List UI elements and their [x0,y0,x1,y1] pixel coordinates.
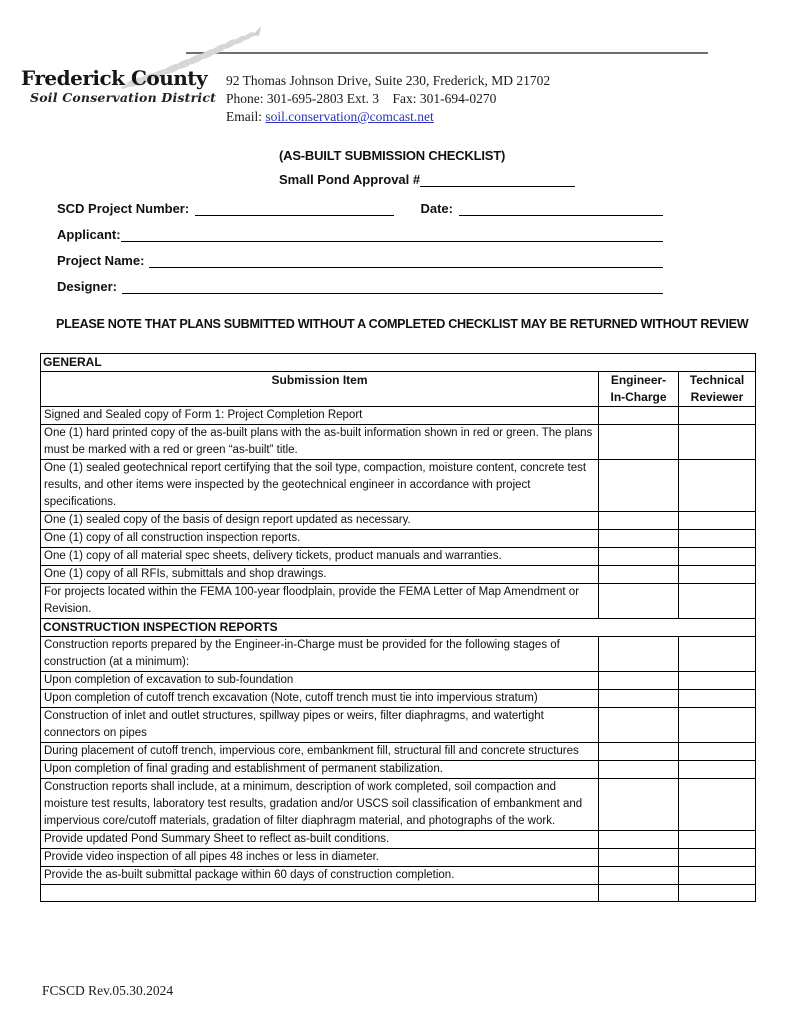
reviewer-check-cell [679,460,756,512]
table-row [41,708,756,743]
date-label: Date: [420,201,453,216]
submission-item-text: Signed and Sealed copy of Form 1: Project Completion Report [41,407,599,425]
column-header: Submission Item [41,372,599,407]
field-row-project-number-date [57,201,663,216]
designer-blank [122,279,663,294]
contact-phone-fax: Phone: 301-695-2803 Ext. 3 Fax: 301-694-0270 [226,91,497,106]
submission-item-text: Provide the as-built submittal package within 60 days of construction completion. [41,867,599,885]
table-row [41,566,756,584]
email-label: Email: [226,109,266,124]
reviewer-check-cell [679,672,756,690]
engineer-check-cell [599,407,679,425]
submission-item-text: One (1) copy of all RFIs, submittals and shop drawings. [41,566,599,584]
reviewer-check-cell [679,584,756,619]
reviewer-check-cell [679,530,756,548]
project-name-blank [149,253,663,268]
applicant-blank [121,227,663,242]
table-header-row [41,372,756,407]
field-row-applicant [57,227,663,242]
checklist-table-wrap [40,353,755,902]
submission-item-text: One (1) sealed copy of the basis of design report updated as necessary. [41,512,599,530]
engineer-check-cell [599,690,679,708]
approval-number-row [279,172,575,187]
applicant-label: Applicant: [57,227,121,242]
engineer-check-cell [599,460,679,512]
engineer-check-cell [599,867,679,885]
submission-item-text: Construction reports shall include, at a minimum, description of work completed, soil compaction and moisture test results, laboratory test results, gradation and/or USCS soil classification of embankment and impervious core/cutoff materials, gradation of filter diaphragm material, and photographs of the work. [41,779,599,831]
submission-item-text: Provide video inspection of all pipes 48 inches or less in diameter. [41,849,599,867]
reviewer-check-cell [679,690,756,708]
reviewer-check-cell [679,779,756,831]
email-link[interactable]: soil.conservation@comcast.net [265,109,434,124]
reviewer-check-cell [679,425,756,460]
submission-item-text: One (1) hard printed copy of the as-built plans with the as-built information shown in red or green. The plans must be marked with a red or green “as-built” title. [41,425,599,460]
field-row-project-name [57,253,663,268]
engineer-check-cell [599,566,679,584]
engineer-check-cell [599,672,679,690]
table-row [41,584,756,619]
submission-item-text: One (1) copy of all material spec sheets, delivery tickets, product manuals and warranties. [41,548,599,566]
submission-item-text: One (1) sealed geotechnical report certifying that the soil type, compaction, moisture content, concrete test results, and other items were inspected by the geotechnical engineer in accordance with project specifications. [41,460,599,512]
section-row [41,619,756,637]
engineer-check-cell [599,637,679,672]
contact-block [226,72,646,126]
reviewer-check-cell [679,512,756,530]
section-title: CONSTRUCTION INSPECTION REPORTS [41,619,756,637]
table-row [41,779,756,831]
checklist-table [40,353,756,902]
reviewer-check-cell [679,566,756,584]
engineer-check-cell [599,885,679,902]
table-row [41,407,756,425]
engineer-check-cell [599,512,679,530]
reviewer-check-cell [679,885,756,902]
table-row [41,849,756,867]
section-row [41,354,756,372]
submission-item-text: Upon completion of final grading and establishment of permanent stabilization. [41,761,599,779]
engineer-check-cell [599,548,679,566]
scd-project-number-label: SCD Project Number: [57,201,190,216]
table-row [41,867,756,885]
engineer-check-cell [599,761,679,779]
project-name-label: Project Name: [57,253,145,268]
submission-item-text: Construction reports prepared by the Engineer-in-Charge must be provided for the following stages of construction (at a minimum): [41,637,599,672]
submission-item-text: Construction of inlet and outlet structures, spillway pipes or weirs, filter diaphragms, and watertight connectors on pipes [41,708,599,743]
submission-item-text: Upon completion of cutoff trench excavation (Note, cutoff trench must tie into impervious stratum) [41,690,599,708]
reviewer-check-cell [679,761,756,779]
designer-label: Designer: [57,279,117,294]
column-header: Engineer- In-Charge [599,372,679,407]
table-row [41,530,756,548]
reviewer-check-cell [679,743,756,761]
table-row [41,885,756,902]
reviewer-check-cell [679,831,756,849]
reviewer-check-cell [679,867,756,885]
engineer-check-cell [599,779,679,831]
engineer-check-cell [599,425,679,460]
approval-label: Small Pond Approval # [279,172,421,187]
submission-item-text: Upon completion of excavation to sub-foundation [41,672,599,690]
section-title: GENERAL [41,354,756,372]
scd-project-number-blank [195,201,394,216]
column-header: Technical Reviewer [679,372,756,407]
submission-item-text: Provide updated Pond Summary Sheet to reflect as-built conditions. [41,831,599,849]
engineer-check-cell [599,584,679,619]
submission-item-text: One (1) copy of all construction inspection reports. [41,530,599,548]
empty-item-cell [41,885,599,902]
engineer-check-cell [599,831,679,849]
contact-address: 92 Thomas Johnson Drive, Suite 230, Frederick, MD 21702 [226,73,551,88]
header-rule [186,52,708,54]
checklist-table-body [41,354,756,902]
contact-email-line [226,108,646,126]
table-row [41,761,756,779]
reviewer-check-cell [679,849,756,867]
table-row [41,672,756,690]
approval-number-blank [420,172,575,187]
engineer-check-cell [599,530,679,548]
reviewer-check-cell [679,637,756,672]
table-row [41,512,756,530]
engineer-check-cell [599,708,679,743]
reviewer-check-cell [679,548,756,566]
table-row [41,460,756,512]
footer-revision: FCSCD Rev.05.30.2024 [42,983,174,998]
reviewer-check-cell [679,708,756,743]
table-row [41,743,756,761]
submission-item-text: For projects located within the FEMA 100-year floodplain, provide the FEMA Letter of Map Amendment or Revision. [41,584,599,619]
table-row [41,637,756,672]
table-row [41,690,756,708]
table-row [41,831,756,849]
submission-item-text: During placement of cutoff trench, impervious core, embankment fill, structural fill and concrete structures [41,743,599,761]
org-logo-name: Frederick County [21,66,208,90]
field-row-designer [57,279,663,294]
engineer-check-cell [599,849,679,867]
table-row [41,425,756,460]
engineer-check-cell [599,743,679,761]
page-title: (AS-BUILT SUBMISSION CHECKLIST) [279,148,506,163]
table-row [41,548,756,566]
notice-text: PLEASE NOTE THAT PLANS SUBMITTED WITHOUT A COMPLETED CHECKLIST MAY BE RETURNED WITHOUT REVIEW [56,317,749,331]
date-blank [459,201,663,216]
reviewer-check-cell [679,407,756,425]
org-logo-tagline: Soil Conservation District [30,90,217,105]
